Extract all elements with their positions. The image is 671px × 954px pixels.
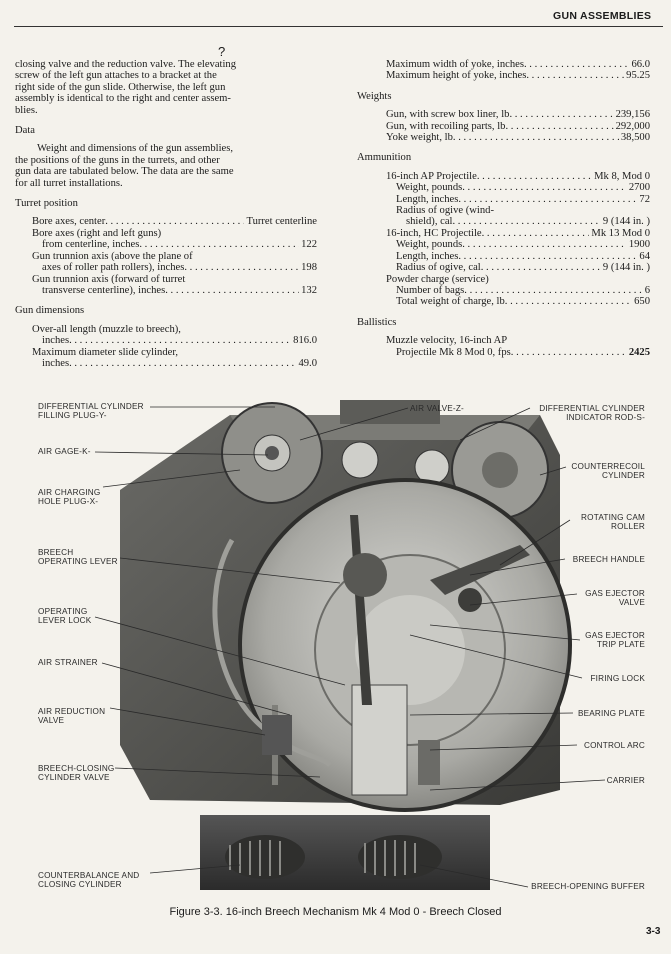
table-row xyxy=(386,274,650,285)
text-line: Weight and dimensions of the gun assemblies, xyxy=(37,143,233,155)
label-operating-lever-lock: OPERATING LEVER LOCK xyxy=(38,607,92,625)
figure-caption: Figure 3-3. 16-inch Breech Mechanism Mk 4 Mod 0 - Breech Closed xyxy=(169,906,502,918)
weights-table xyxy=(357,109,650,143)
table-row xyxy=(32,251,317,262)
leader-dots xyxy=(477,171,592,182)
table-row xyxy=(386,296,650,307)
text-line: right side of the gun slide. Otherwise, the left gun xyxy=(15,81,226,93)
table-row xyxy=(386,216,650,227)
row-label: Maximum diameter slide cylinder, xyxy=(32,346,179,358)
row-value: 816.0 xyxy=(293,335,317,347)
row-label: shield), cal xyxy=(406,216,453,228)
text-line: for all turret installations. xyxy=(15,177,123,189)
intro-paragraph xyxy=(15,59,317,116)
table-row xyxy=(386,228,650,239)
breech-mechanism-figure xyxy=(0,395,671,895)
running-header: GUN ASSEMBLIES xyxy=(553,10,652,22)
row-value: 650 xyxy=(634,296,650,308)
row-value: 1900 xyxy=(628,239,650,251)
table-row xyxy=(32,239,317,250)
ammunition-heading: Ammunition xyxy=(357,152,412,164)
label-bearing-plate: BEARING PLATE xyxy=(577,709,645,718)
data-heading: Data xyxy=(15,125,35,137)
ballistics-table xyxy=(357,335,650,358)
table-row xyxy=(386,239,650,250)
row-label: inches xyxy=(42,335,70,347)
leader-dots xyxy=(481,262,601,273)
table-row xyxy=(386,59,650,70)
ammunition-table xyxy=(357,171,650,308)
row-value: 132 xyxy=(301,284,317,296)
text-line: closing valve and the reduction valve. The elevating xyxy=(15,59,237,70)
row-label: 16-inch, HC Projectile xyxy=(386,227,482,239)
row-value: 38,500 xyxy=(620,132,650,144)
leader-dots xyxy=(452,216,600,227)
table-row xyxy=(386,347,650,358)
label-counterbalance-and-closing-cylinder: COUNTERBALANCE AND CLOSING CYLINDER xyxy=(38,871,140,889)
label-firing-lock: FIRING LOCK xyxy=(590,674,645,683)
row-label: Bore axes (right and left guns) xyxy=(32,227,162,239)
label-gas-ejector-trip-plate: GAS EJECTOR TRIP PLATE xyxy=(585,631,645,649)
table-row xyxy=(32,347,317,358)
row-value: 49.0 xyxy=(298,357,317,369)
leader-dots xyxy=(69,358,296,369)
table-row xyxy=(32,216,317,227)
label-air-reduction-valve: AIR REDUCTION VALVE xyxy=(38,707,106,725)
right-column xyxy=(357,59,650,358)
row-label: transverse centerline), inches xyxy=(42,284,166,296)
row-label: Length, inches xyxy=(396,193,459,205)
leader-dots xyxy=(505,121,613,132)
table-row xyxy=(386,70,650,81)
row-value: 2700 xyxy=(628,182,650,194)
row-value: 72 xyxy=(639,193,650,205)
leader-dots xyxy=(69,335,291,346)
leader-dots xyxy=(184,262,299,273)
turret-position-heading: Turret position xyxy=(15,198,78,210)
row-value: 66.0 xyxy=(631,59,650,70)
row-label: Gun, with recoiling parts, lb xyxy=(386,120,506,132)
table-row xyxy=(32,228,317,239)
row-value: 292,000 xyxy=(615,120,650,132)
row-label: Length, inches xyxy=(396,250,459,262)
row-label: Powder charge (service) xyxy=(386,273,489,285)
text-line: gun data are tabulated below. The data are the same xyxy=(15,166,234,178)
page-number: 3-3 xyxy=(646,926,661,937)
table-row xyxy=(386,121,650,132)
table-row xyxy=(386,262,650,273)
label-breech-closing-cylinder-valve: BREECH-CLOSING CYLINDER VALVE xyxy=(38,764,115,782)
row-value: 198 xyxy=(301,262,317,274)
row-value: Turret centerline xyxy=(246,216,317,228)
row-label: Radius of ogive (wind- xyxy=(396,205,494,217)
table-row xyxy=(386,194,650,205)
row-value: 122 xyxy=(301,239,317,251)
leader-dots xyxy=(458,251,637,262)
row-label: Bore axes, center xyxy=(32,216,106,228)
row-value: 9 (144 in. ) xyxy=(602,262,650,274)
label-gas-ejector-valve: GAS EJECTOR VALVE xyxy=(585,589,645,607)
label-air-gage: AIR GAGE-K- xyxy=(38,447,91,456)
data-paragraph xyxy=(15,143,317,189)
row-value: 95.25 xyxy=(626,70,650,82)
label-breech-opening-buffer: BREECH-OPENING BUFFER xyxy=(531,882,645,891)
row-label: inches xyxy=(42,357,70,369)
gun-dimensions-table xyxy=(15,324,317,370)
row-label: axes of roller path rollers), inches xyxy=(42,262,185,274)
row-label: from centerline, inches xyxy=(42,239,140,251)
row-label: Yoke weight, lb xyxy=(386,132,453,144)
label-breech-handle: BREECH HANDLE xyxy=(572,555,645,564)
row-label: Gun trunnion axis (forward of turret xyxy=(32,273,186,285)
leader-dots xyxy=(526,70,624,81)
row-label: Muzzle velocity, 16-inch AP xyxy=(386,335,508,347)
row-label: 16-inch AP Projectile xyxy=(386,170,477,182)
row-label: Radius of ogive, cal xyxy=(396,262,481,274)
row-value: 9 (144 in. ) xyxy=(602,216,650,228)
table-row xyxy=(386,205,650,216)
text-line: screw of the left gun attaches to a bracket at the xyxy=(15,70,217,82)
leader-dots xyxy=(509,109,613,120)
label-breech-operating-lever: BREECH OPERATING LEVER xyxy=(38,548,118,566)
row-value: 64 xyxy=(639,250,650,262)
table-row xyxy=(386,171,650,182)
table-row xyxy=(32,274,317,285)
table-row xyxy=(32,262,317,273)
leader-dots xyxy=(139,239,299,250)
row-label: Gun, with screw box liner, lb xyxy=(386,109,510,121)
text-line: blies. xyxy=(15,104,38,116)
row-label: Weight, pounds xyxy=(396,182,463,194)
label-air-valve: AIR VALVE-Z- xyxy=(410,404,464,413)
left-column xyxy=(15,59,317,369)
header-rule xyxy=(14,26,663,27)
row-label: Weight, pounds xyxy=(396,239,463,251)
table-row xyxy=(32,285,317,296)
table-row xyxy=(32,358,317,369)
leader-dots xyxy=(482,228,590,239)
row-label: Total weight of charge, lb xyxy=(396,296,505,308)
label-differential-cylinder-filling-plug: DIFFERENTIAL CYLINDER FILLING PLUG-Y- xyxy=(38,402,144,420)
gun-dimensions-heading: Gun dimensions xyxy=(15,305,85,317)
row-value: 6 xyxy=(644,284,650,296)
table-row xyxy=(32,324,317,335)
leader-dots xyxy=(105,216,244,227)
leader-dots xyxy=(458,194,637,205)
row-value: Mk 8, Mod 0 xyxy=(594,170,650,182)
table-row xyxy=(386,285,650,296)
leader-dots xyxy=(453,132,619,143)
text-line: the positions of the guns in the turrets, and other xyxy=(15,154,220,166)
row-label: Projectile Mk 8 Mod 0, fps xyxy=(396,346,511,358)
table-row xyxy=(386,182,650,193)
yoke-dimensions-table xyxy=(357,59,650,82)
row-label: Maximum width of yoke, inches xyxy=(386,59,524,70)
label-carrier: CARRIER xyxy=(606,776,645,785)
leader-dots xyxy=(462,182,627,193)
row-value: Mk 13 Mod 0 xyxy=(591,227,650,239)
table-row xyxy=(386,109,650,120)
label-air-strainer: AIR STRAINER xyxy=(38,658,98,667)
row-label: Maximum height of yoke, inches xyxy=(386,70,527,82)
label-rotating-cam-roller: ROTATING CAM ROLLER xyxy=(581,513,645,531)
turret-position-table xyxy=(15,216,317,296)
row-value: 239,156 xyxy=(615,109,650,121)
row-value: 2425 xyxy=(628,346,650,358)
leader-dots xyxy=(511,347,627,358)
weights-heading: Weights xyxy=(357,90,392,102)
leader-dots xyxy=(464,285,642,296)
table-row xyxy=(386,251,650,262)
leader-dots xyxy=(505,296,632,307)
ballistics-heading: Ballistics xyxy=(357,316,397,328)
leader-dots xyxy=(462,239,627,250)
label-differential-cylinder-indicator-rod: DIFFERENTIAL CYLINDER INDICATOR ROD-S- xyxy=(539,404,645,422)
label-air-charging-hole-plug: AIR CHARGING HOLE PLUG-X- xyxy=(38,488,101,506)
row-label: Number of bags xyxy=(396,284,465,296)
label-counterrecoil-cylinder: COUNTERRECOIL CYLINDER xyxy=(571,462,645,480)
text-line: assembly is identical to the right and center assem- xyxy=(15,93,231,105)
row-label: Gun trunnion axis (above the plane of xyxy=(32,250,193,262)
breech-mechanism-illustration xyxy=(0,395,671,895)
table-row xyxy=(32,335,317,346)
table-row xyxy=(386,132,650,143)
label-control-arc: CONTROL ARC xyxy=(583,741,645,750)
margin-question-mark: ? xyxy=(218,44,226,59)
row-label: Over-all length (muzzle to breech), xyxy=(32,323,181,335)
leader-dots xyxy=(524,59,629,70)
table-row xyxy=(386,335,650,346)
leader-dots xyxy=(165,285,299,296)
